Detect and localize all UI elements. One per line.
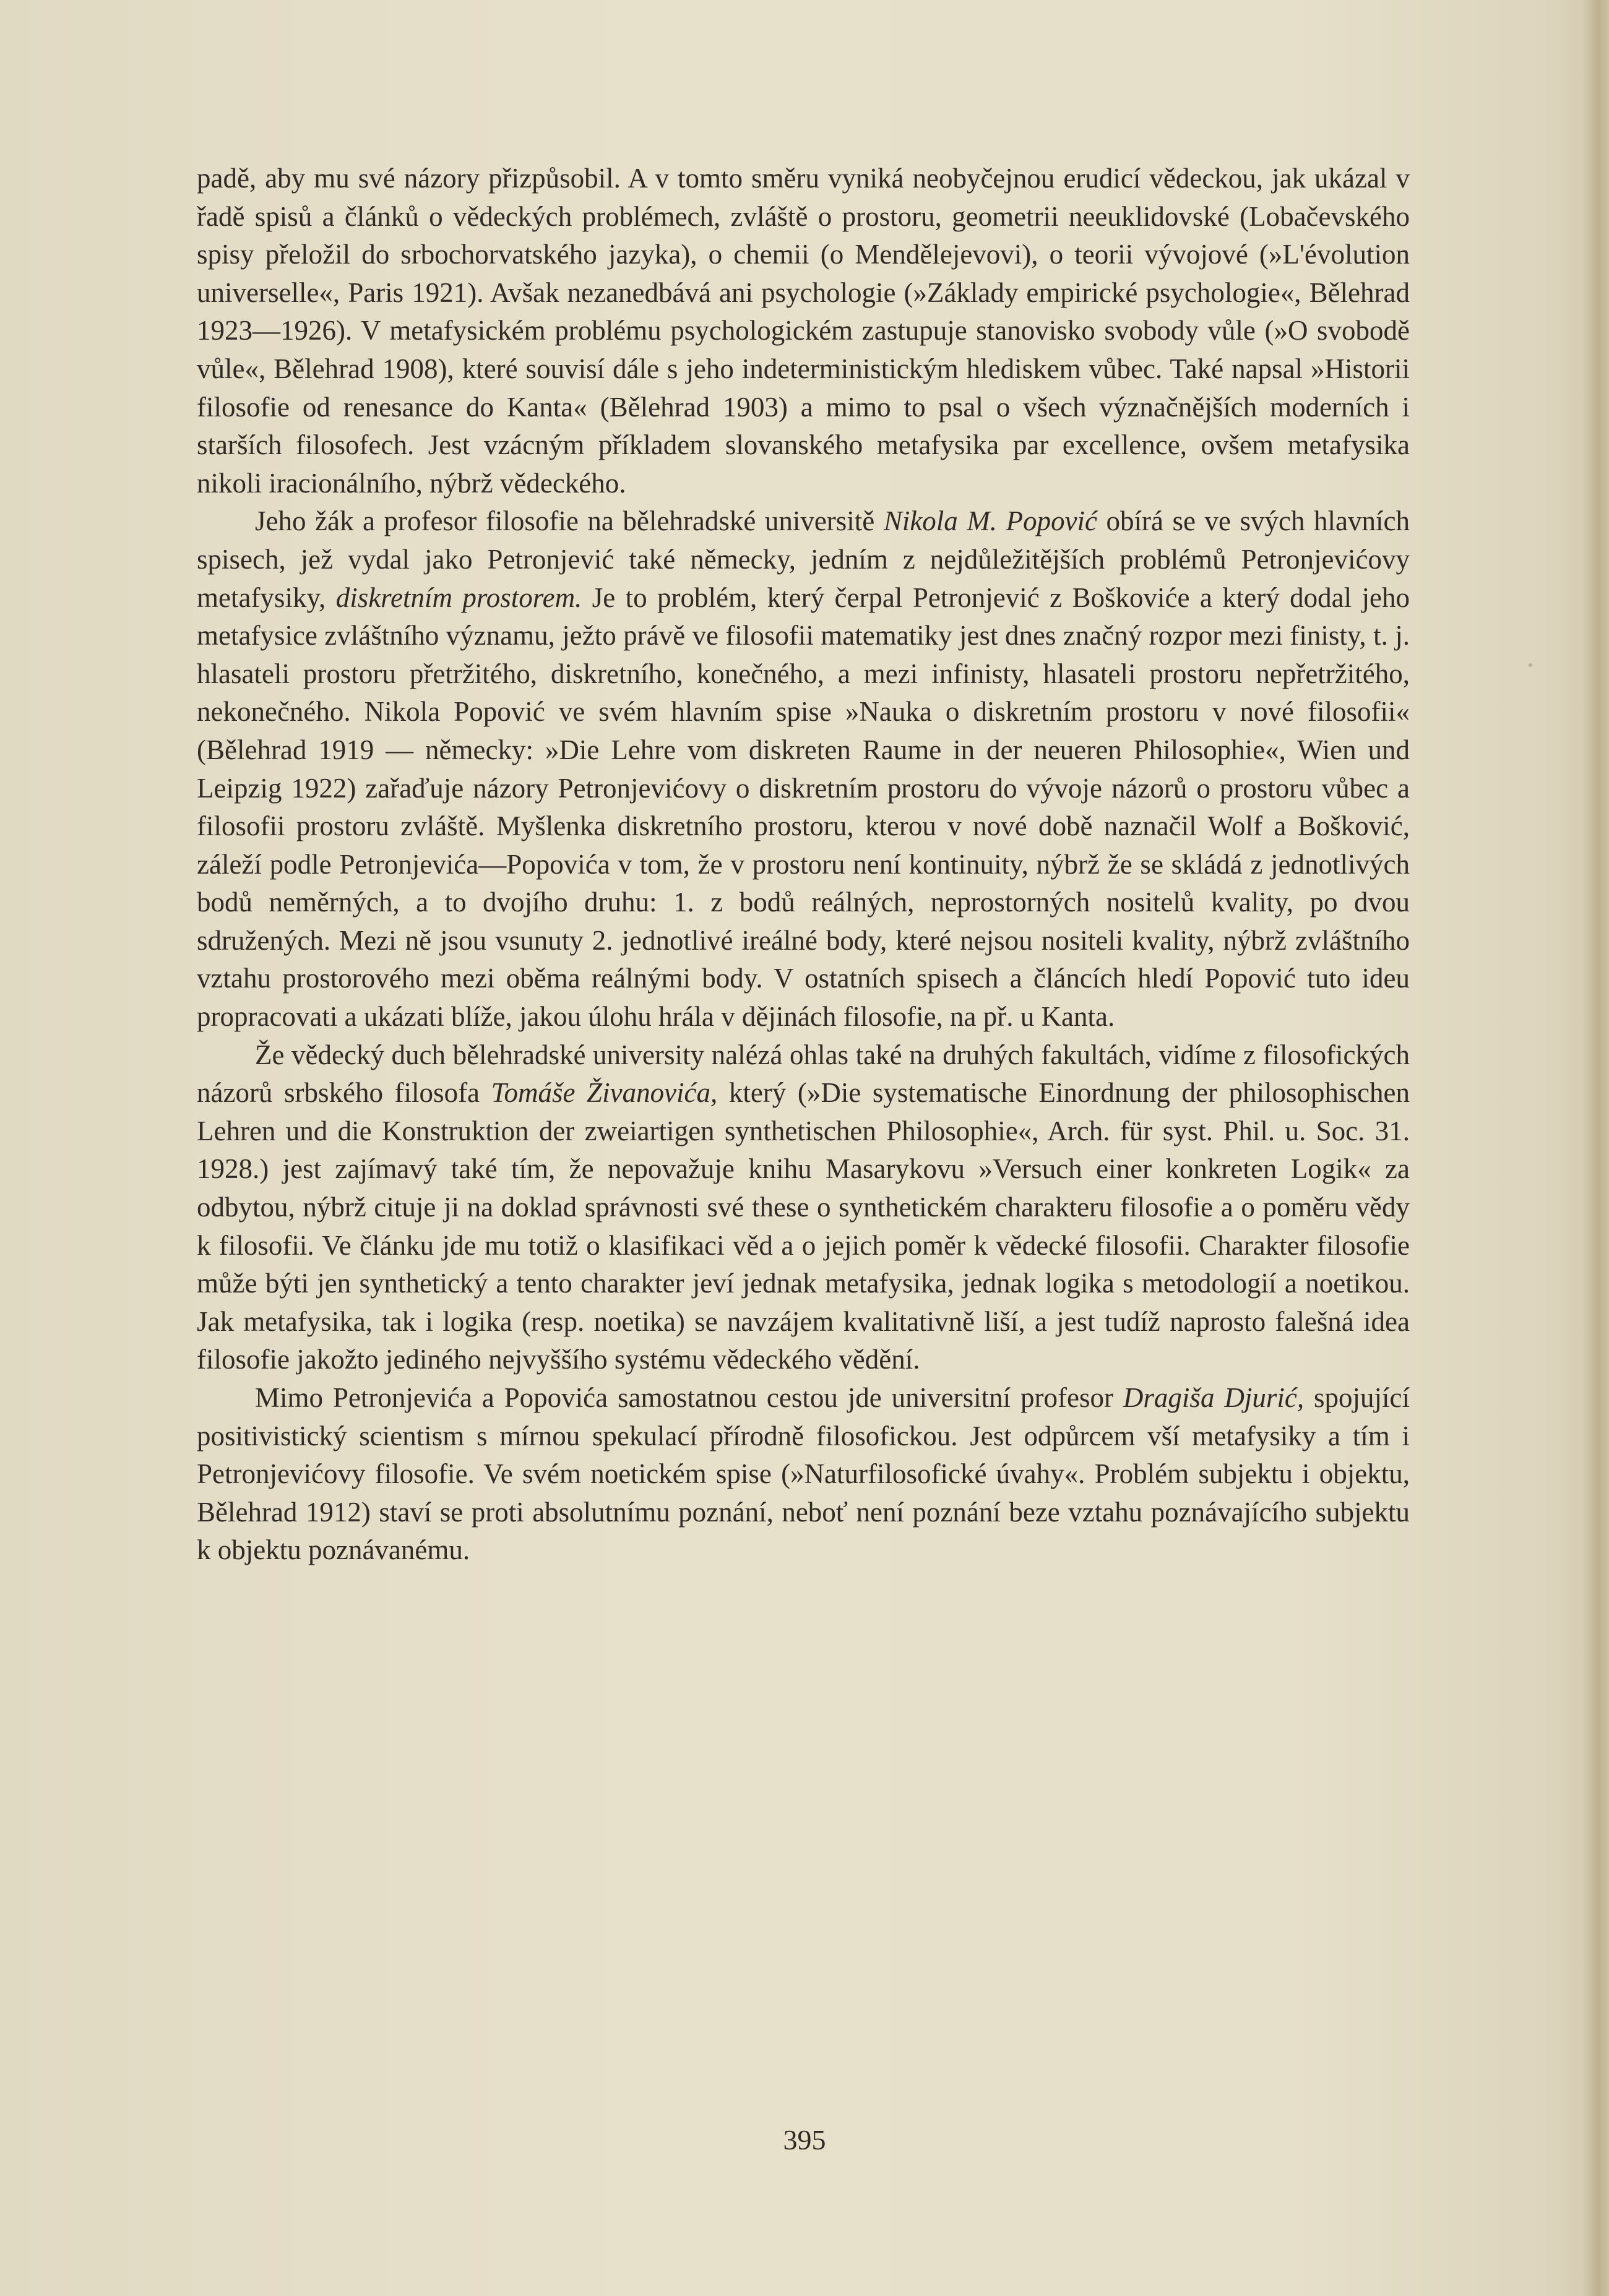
text-run: padě, aby mu své názory přizpůsobil. A v tomto směru vyniká neobyčejnou erudicí vědeckou, jak ukázal v řadě spisů a článků o vědeckých problémech, zvláště o prostoru, geometrii neeuklidovské (Lobačevského spisy přeložil do srbochorvatského jazyka), o chemii (o Mendělejevovi), o teorii vývojové (»L'évolution universelle«, Paris 1921). Avšak nezanedbává ani psychologie (»Základy empirické psychologie«, Bělehrad 1923—1926). V metafysickém problému psychologickém zastupuje stanovisko svobody vůle (»O svobodě vůle«, Bělehrad 1908), které souvisí dále s jeho indeterministickým hlediskem vůbec. Také napsal »Historii filosofie od renesance do Kanta« (Bělehrad 1903) a mimo to psal o všech význačnějších moderních i starších filosofech. Jest vzácným příkladem slovanského metafysika par excellence, ovšem metafysika nikoli iracionálního, nýbrž vědeckého.: [197, 163, 1410, 499]
paper-speck: [1529, 663, 1532, 667]
text-run: obírá se ve svých hlavních spisech, jež vydal jako Petronjević také německy, jedním z nejdůležitějších problémů Petronjevićovy metafysiky,: [197, 505, 1410, 613]
text-run: Jeho žák a profesor filosofie na bělehradské universitě: [255, 505, 884, 537]
italic-term: diskretním prostorem.: [335, 582, 582, 613]
page-number: 395: [783, 2124, 826, 2156]
text-run: Je to problém, který čerpal Petronjević z Boškoviće a který dodal jeho metafysice zvláštního významu, ježto právě ve filosofii matematiky jest dnes značný rozpor mezi finisty, t. j. hlasateli prostoru přetržitého, diskretního, konečného, a mezi infinisty, hlasateli prostoru nepřetržitého, nekonečného. Nikola Popović ve svém hlavním spise »Nauka o diskretním prostoru v nové filosofii« (Bělehrad 1919 — německy: »Die Lehre vom diskreten Raume in der neueren Philosophie«, Wien und Leipzig 1922) zařaďuje názory Petronjevićovy o diskretním prostoru do vývoje názorů o prostoru vůbec a filosofii prostoru zvláště. Myšlenka diskretního prostoru, kterou v nové době naznačil Wolf a Bošković, záleží podle Petronjevića—Popovića v tom, že v prostoru není kontinuity, nýbrž že se skládá z jednotlivých bodů neměrných, a to dvojího druhu: 1. z bodů reálných, neprostorných nositelů kvality, po dvou sdružených. Mezi ně jsou vsunuty 2. jednotlivé ireálné body, které nejsou nositeli kvality, nýbrž zvláštního vztahu prostorového mezi oběma reálnými body. V ostatních spisech a článcích hledí Popović tuto ideu propracovati a ukázati blíže, jakou úlohu hrála v dějinách filosofie, na př. u Kanta.: [197, 582, 1410, 1033]
text-run: Že vědecký duch bělehradské university nalézá ohlas také na druhých fakultách, vidíme z filosofických názorů srbského filosofa: [197, 1039, 1410, 1109]
paragraph-2: [197, 502, 1410, 1036]
page-edge-shadow: [1583, 0, 1609, 2296]
body-text: [197, 160, 1410, 1570]
text-run: Mimo Petronjevića a Popovića samostatnou cestou jde universitní profesor: [255, 1382, 1123, 1413]
text-run: který (»Die systematische Einordnung der philosophischen Lehren und die Konstruktion der zweiartigen synthetischen Philosophie«, Arch. für syst. Phil. u. Soc. 31. 1928.) jest zajímavý také tím, že nepovažuje knihu Masarykovu »Versuch einer konkreten Logik« za odbytou, nýbrž cituje ji na doklad správnosti své these o synthetickém charakteru filosofie a o poměru vědy k filosofii. Ve článku jde mu totiž o klasifikaci věd a o jejich poměr k vědecké filosofii. Charakter filosofie může býti jen synthetický a tento charakter jeví jednak metafysika, jednak logika s metodologií a noetikou. Jak metafysika, tak i logika (resp. noetika) se navzájem kvalitativně liší, a jest tudíž naprosto falešná idea filosofie jakožto jediného nejvyššího systému vědeckého vědění.: [197, 1077, 1410, 1375]
paragraph-4: [197, 1379, 1410, 1570]
paragraph-1: [197, 160, 1410, 502]
italic-name: Tomáše Živanovića,: [491, 1077, 718, 1109]
paragraph-3: [197, 1036, 1410, 1379]
text-run: spojující positivistický scientism s mírnou spekulací přírodně filosofickou. Jest odpůrcem vší metafysiky a tím i Petronjevićovy filosofie. Ve svém noetickém spise (»Naturfilosofické úvahy«. Problém subjektu i objektu, Bělehrad 1912) staví se proti absolutnímu poznání, neboť není poznání beze vztahu poznávajícího subjektu k objektu poznávanému.: [197, 1382, 1410, 1566]
italic-name: Dragiša Djurić,: [1123, 1382, 1305, 1413]
italic-name: Nikola M. Popović: [883, 505, 1098, 537]
